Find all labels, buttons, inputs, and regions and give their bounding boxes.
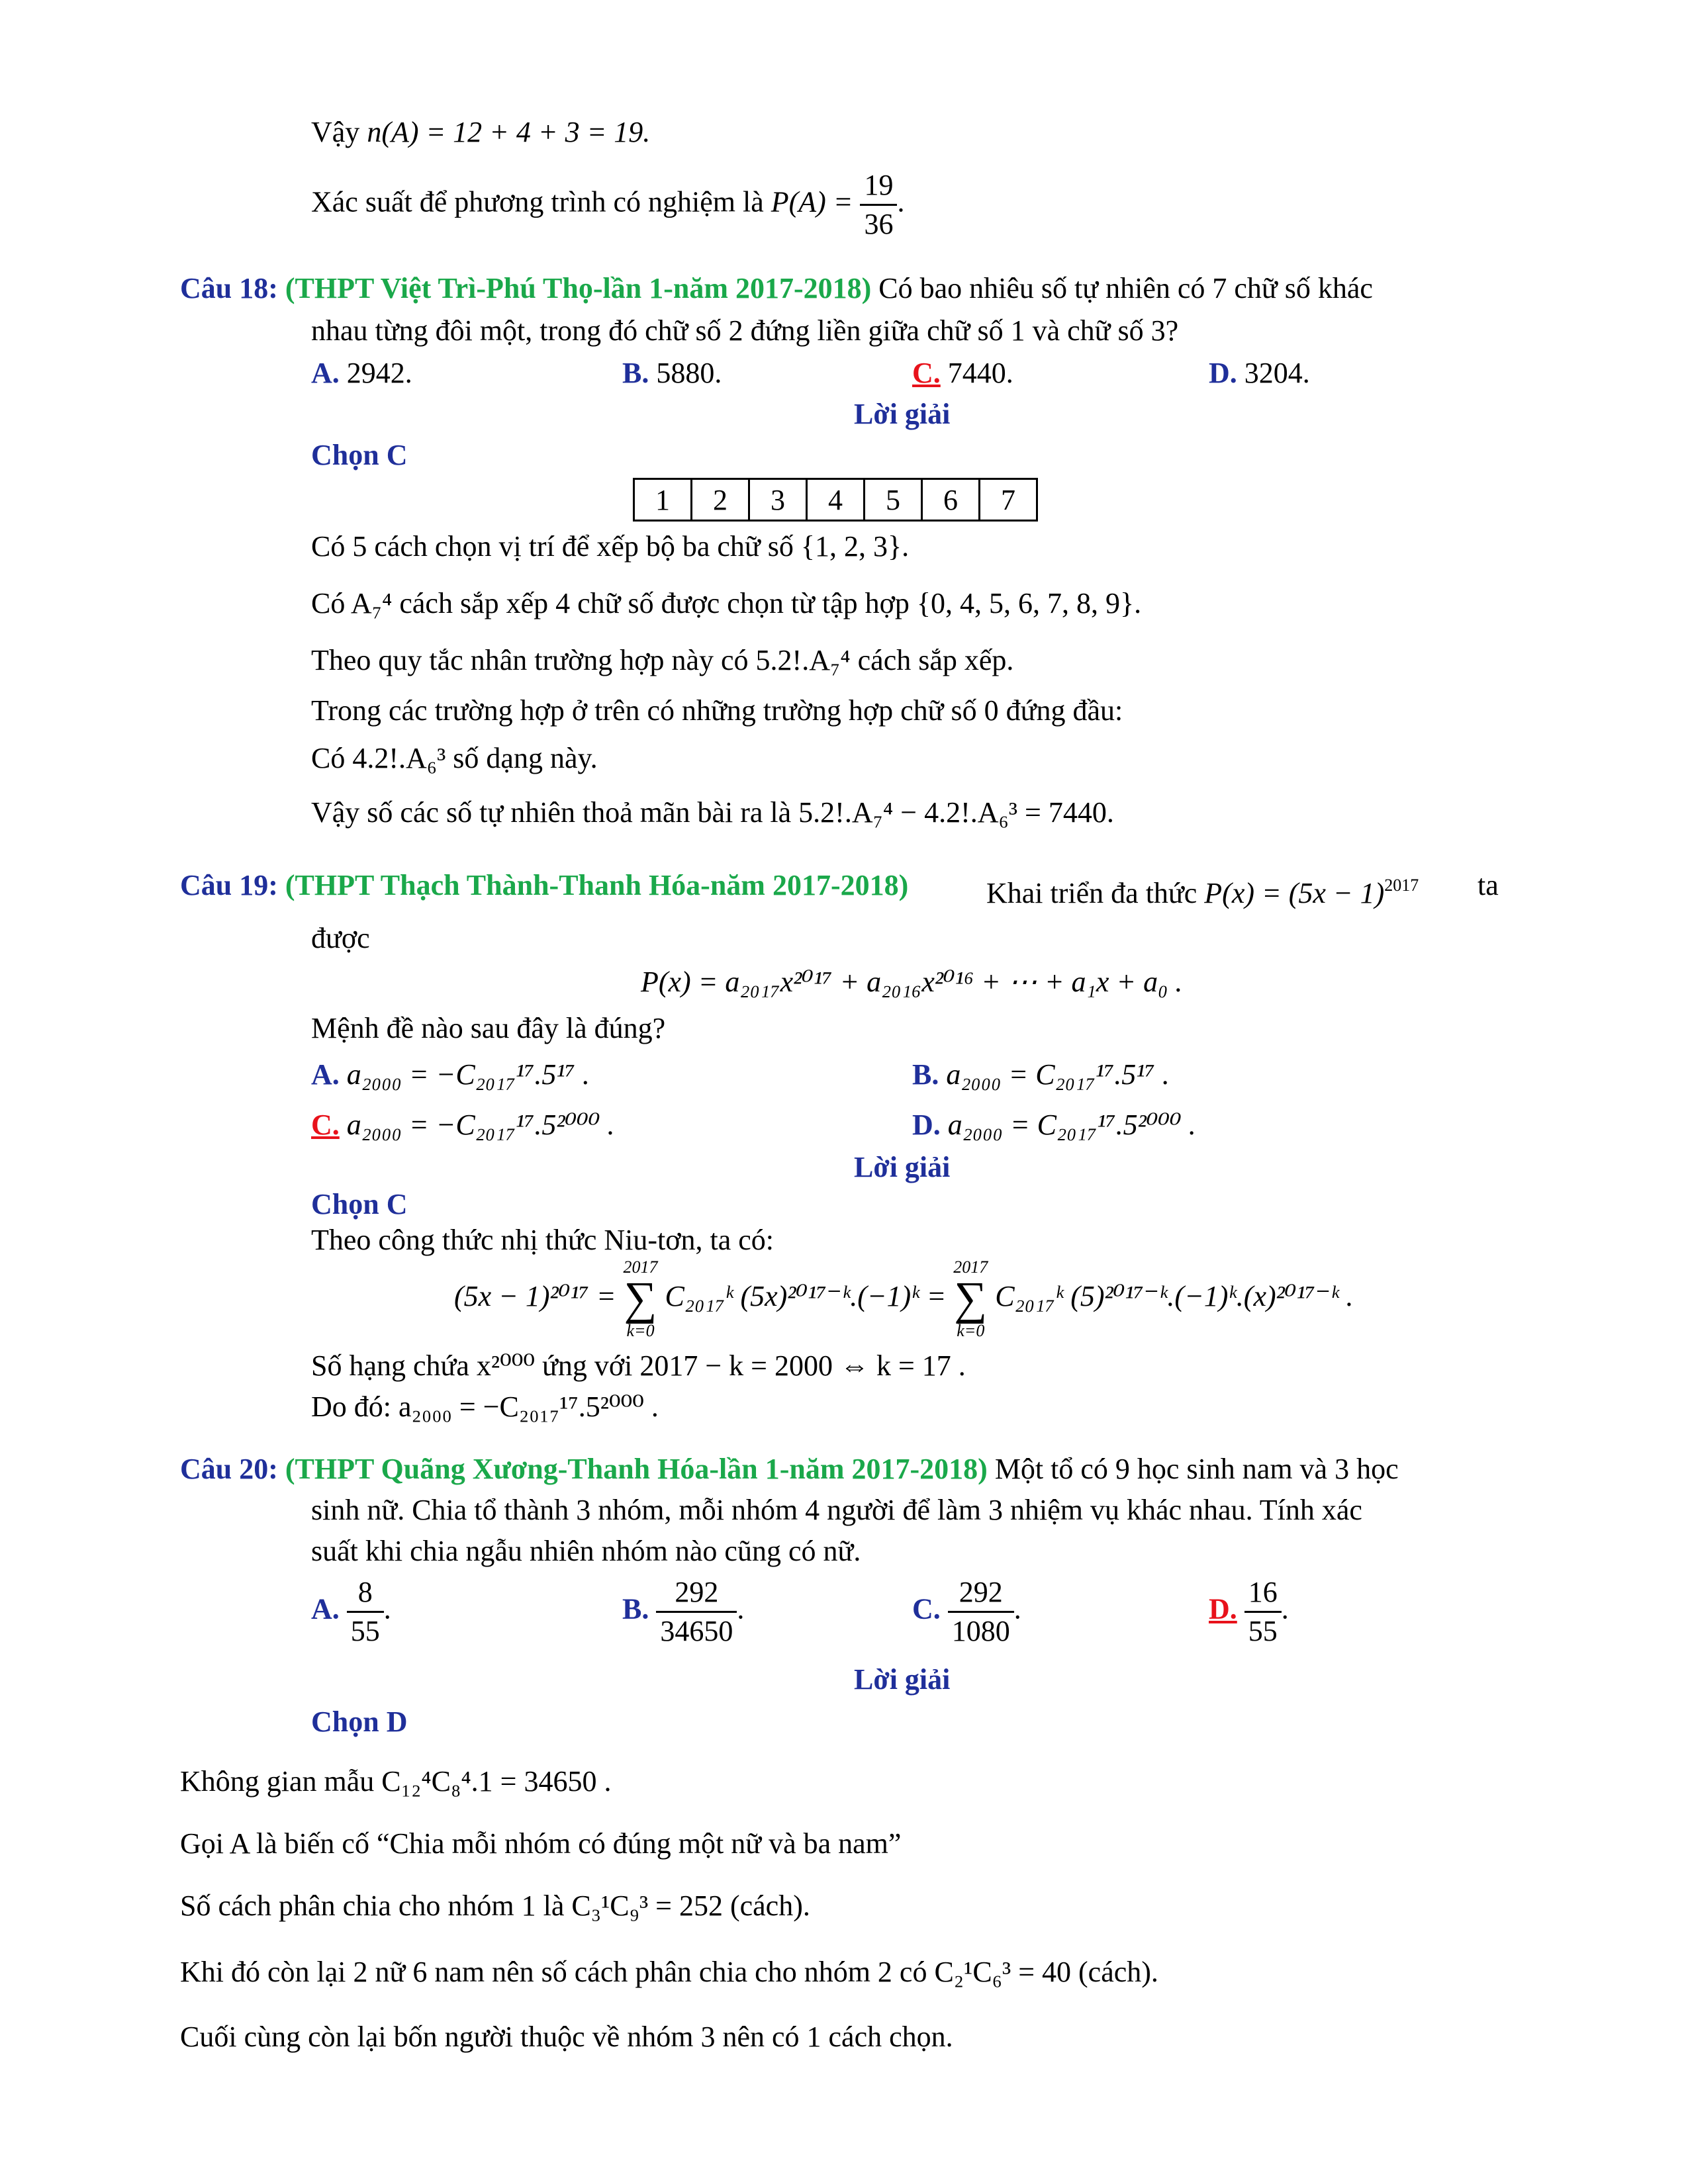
- q17-fraction: [860, 167, 897, 243]
- q20-text-line3: suất khi chia ngẫu nhiên nhóm nào cũng có nữ.: [311, 1535, 861, 1567]
- sum-upper-limit: 2017: [953, 1257, 988, 1277]
- q20-step: Không gian mẫu C₁₂⁴C₈⁴.1 = 34650 .: [180, 1765, 612, 1797]
- q19-solution-title: Lời giải: [854, 1151, 951, 1183]
- q18-option-a: [311, 355, 412, 392]
- fraction-numerator: 8: [347, 1574, 384, 1613]
- position-cell: 6: [922, 479, 980, 521]
- q20-option-a: A. $\frac{8}{55}$ .: [311, 1574, 391, 1650]
- q19-option-a: [311, 1056, 590, 1093]
- q17-conclusion: [311, 114, 650, 151]
- q19-binomial-formula: [454, 1257, 1354, 1341]
- q18-position-table: [633, 478, 1038, 522]
- q18-option-c: [912, 355, 1013, 392]
- q20-step: Cuối cùng còn lại bốn người thuộc về nhóm 3 nên có 1 cách chọn.: [180, 2021, 953, 2053]
- q19-option-a-value: a₂₀₀₀ = −C₂₀₁₇¹⁷.5¹⁷ .: [346, 1058, 590, 1091]
- q18-text-line2: nhau từng đôi một, trong đó chữ số 2 đứng liền giữa chữ số 1 và chữ số 3?: [311, 314, 1179, 347]
- sum-lower-limit: k=0: [957, 1321, 985, 1340]
- q18-option-d-value: 3204.: [1244, 357, 1310, 389]
- q18-text-line1: Có bao nhiêu số tự nhiên có 7 chữ số khác: [878, 272, 1373, 304]
- q18-option-a-letter: A.: [311, 357, 340, 389]
- fraction-numerator: 292: [948, 1574, 1014, 1613]
- sigma-icon: ∑: [624, 1273, 657, 1324]
- q20-step: Khi đó còn lại 2 nữ 6 nam nên số cách phân chia cho nhóm 2 có C₂¹C₆³ = 40 (cách).: [180, 1956, 1158, 1988]
- position-cell: 7: [980, 479, 1037, 521]
- q19-step: Số hạng chứa x²⁰⁰⁰ ứng với 2017 − k = 2000 ⇔ k = 17 .: [311, 1349, 966, 1382]
- q19-source: (THPT Thạch Thành-Thanh Hóa-năm 2017-2018): [285, 869, 909, 901]
- q20-option-d-fraction: [1244, 1574, 1282, 1650]
- position-cell: 1: [634, 479, 692, 521]
- q18-step: Theo quy tắc nhân trường hợp này có 5.2!.A₇⁴ cách sắp xếp.: [311, 644, 1014, 676]
- position-cell: 4: [807, 479, 865, 521]
- q20-source: (THPT Quãng Xương-Thanh Hóa-lần 1-năm 2017-2018): [285, 1453, 988, 1485]
- q19-option-a-letter: A.: [311, 1058, 340, 1091]
- q20-option-d-letter: D.: [1209, 1592, 1237, 1625]
- q19-text-line1: Khai triển đa thức: [986, 877, 1197, 909]
- q18-label: Câu 18:: [180, 272, 278, 304]
- q20-step: Số cách phân chia cho nhóm 1 là C₃¹C₉³ = 252 (cách).: [180, 1889, 810, 1922]
- q17-conclusion-math: n(A) = 12 + 4 + 3 = 19.: [367, 116, 651, 148]
- q19-header-text: [986, 867, 1419, 912]
- q20-option-b-letter: B.: [622, 1592, 649, 1625]
- q18-step: Vậy số các số tự nhiên thoả mãn bài ra là 5.2!.A₇⁴ − 4.2!.A₆³ = 7440.: [311, 796, 1114, 829]
- q20-header: [180, 1451, 1399, 1488]
- q18-option-d: [1209, 355, 1310, 392]
- position-cell: 5: [865, 479, 922, 521]
- sum-symbol: [953, 1257, 988, 1341]
- sum-symbol: [624, 1257, 658, 1341]
- q19-header: [180, 867, 908, 904]
- q20-option-b-fraction: [656, 1574, 737, 1650]
- q18-option-b: [622, 355, 722, 392]
- q19-option-c: [311, 1107, 614, 1144]
- fraction-numerator: 292: [656, 1574, 737, 1613]
- q20-option-a-letter: A.: [311, 1592, 340, 1625]
- q20-option-c-letter: C.: [912, 1592, 941, 1625]
- q17-fraction-den: 36: [864, 208, 894, 240]
- q17-probability-math: P(A) =: [771, 185, 853, 218]
- q19-option-b-value: a₂₀₀₀ = C₂₀₁₇¹⁷.5¹⁷ .: [946, 1058, 1170, 1091]
- sum-lower-limit: k=0: [626, 1321, 655, 1340]
- q18-step: Trong các trường hợp ở trên có những trường hợp chữ số 0 đứng đầu:: [311, 694, 1123, 727]
- q18-source: (THPT Việt Trì-Phú Thọ-lần 1-năm 2017-2018): [285, 272, 872, 304]
- q18-step: Có 4.2!.A₆³ số dạng này.: [311, 742, 598, 774]
- q20-option-d: D. $\frac{16}{55}$ .: [1209, 1574, 1289, 1650]
- q19-label: Câu 19:: [180, 869, 278, 901]
- q17-probability: Xác suất để phương trình có nghiệm là P(A) = $\frac{19}{36}$ .: [311, 167, 904, 243]
- q19-text-line1-end: ta: [1477, 869, 1499, 901]
- q18-step: Có 5 cách chọn vị trí để xếp bộ ba chữ số {1, 2, 3}.: [311, 530, 910, 563]
- q17-fraction-num: 19: [860, 167, 897, 206]
- fraction-denominator: 55: [350, 1615, 380, 1647]
- fraction-numerator: 16: [1244, 1574, 1282, 1613]
- q19-option-c-value: a₂₀₀₀ = −C₂₀₁₇¹⁷.5²⁰⁰⁰ .: [346, 1109, 615, 1141]
- q19-polynomial-exponent: 2017: [1384, 876, 1419, 895]
- fraction-denominator: 34650: [660, 1615, 733, 1647]
- q20-text-line2: sinh nữ. Chia tổ thành 3 nhóm, mỗi nhóm 4 người để làm 3 nhiệm vụ khác nhau. Tính xác: [311, 1494, 1362, 1526]
- q19-expansion: P(x) = a₂₀₁₇x²⁰¹⁷ + a₂₀₁₆x²⁰¹⁶ + ⋯ + a₁x + a₀ .: [641, 966, 1183, 998]
- q17-conclusion-text: Vậy: [311, 116, 367, 148]
- q19-option-c-letter: C.: [311, 1109, 340, 1141]
- q20-solution-title: Lời giải: [854, 1663, 951, 1696]
- q18-option-c-letter: C.: [912, 357, 941, 389]
- q20-label: Câu 20:: [180, 1453, 278, 1485]
- q19-option-b: [912, 1056, 1170, 1093]
- fraction-denominator: 1080: [951, 1615, 1010, 1647]
- position-cell: 2: [692, 479, 749, 521]
- q18-option-c-value: 7440.: [947, 357, 1013, 389]
- q19-formula-right: C₂₀₁₇ᵏ (5)²⁰¹⁷⁻ᵏ.(−1)ᵏ.(x)²⁰¹⁷⁻ᵏ .: [995, 1280, 1354, 1313]
- q20-option-a-fraction: [347, 1574, 384, 1650]
- q19-question: Mệnh đề nào sau đây là đúng?: [311, 1012, 666, 1044]
- q20-choice: Chọn D: [311, 1706, 408, 1738]
- q19-option-d-letter: D.: [912, 1109, 941, 1141]
- q19-formula-middle: C₂₀₁₇ᵏ (5x)²⁰¹⁷⁻ᵏ.(−1)ᵏ =: [665, 1280, 947, 1313]
- q19-step: Theo công thức nhị thức Niu-tơn, ta có:: [311, 1224, 774, 1256]
- q19-polynomial: P(x) = (5x − 1): [1204, 877, 1385, 909]
- q20-option-b: B. $\frac{292}{34650}$ .: [622, 1574, 744, 1650]
- q17-probability-text: Xác suất để phương trình có nghiệm là: [311, 185, 771, 218]
- sigma-icon: ∑: [954, 1273, 988, 1324]
- q19-text-line2: được: [311, 922, 370, 954]
- q18-step: Có A₇⁴ cách sắp xếp 4 chữ số được chọn từ tập hợp {0, 4, 5, 6, 7, 8, 9}.: [311, 587, 1142, 619]
- q18-option-b-letter: B.: [622, 357, 649, 389]
- q18-header: [180, 270, 1373, 307]
- fraction-denominator: 55: [1248, 1615, 1278, 1647]
- q20-text-line1: Một tổ có 9 học sinh nam và 3 học: [994, 1453, 1399, 1485]
- q18-choice: Chọn C: [311, 439, 408, 471]
- q18-option-d-letter: D.: [1209, 357, 1237, 389]
- q20-step: Gọi A là biến cố “Chia mỗi nhóm có đúng một nữ và ba nam”: [180, 1827, 902, 1860]
- q18-option-b-value: 5880.: [656, 357, 722, 389]
- q19-choice: Chọn C: [311, 1188, 408, 1220]
- q19-step: Do đó: a₂₀₀₀ = −C₂₀₁₇¹⁷.5²⁰⁰⁰ .: [311, 1390, 659, 1423]
- q19-option-d-value: a₂₀₀₀ = C₂₀₁₇¹⁷.5²⁰⁰⁰ .: [947, 1109, 1196, 1141]
- position-cell: 3: [749, 479, 807, 521]
- q18-solution-title: Lời giải: [854, 398, 951, 430]
- q19-option-b-letter: B.: [912, 1058, 939, 1091]
- q19-formula-left: (5x − 1)²⁰¹⁷ =: [454, 1280, 616, 1313]
- q19-option-d: [912, 1107, 1196, 1144]
- q20-option-c-fraction: [948, 1574, 1014, 1650]
- q20-option-c: C. $\frac{292}{1080}$ .: [912, 1574, 1021, 1650]
- sum-upper-limit: 2017: [623, 1257, 658, 1277]
- q18-option-a-value: 2942.: [346, 357, 412, 389]
